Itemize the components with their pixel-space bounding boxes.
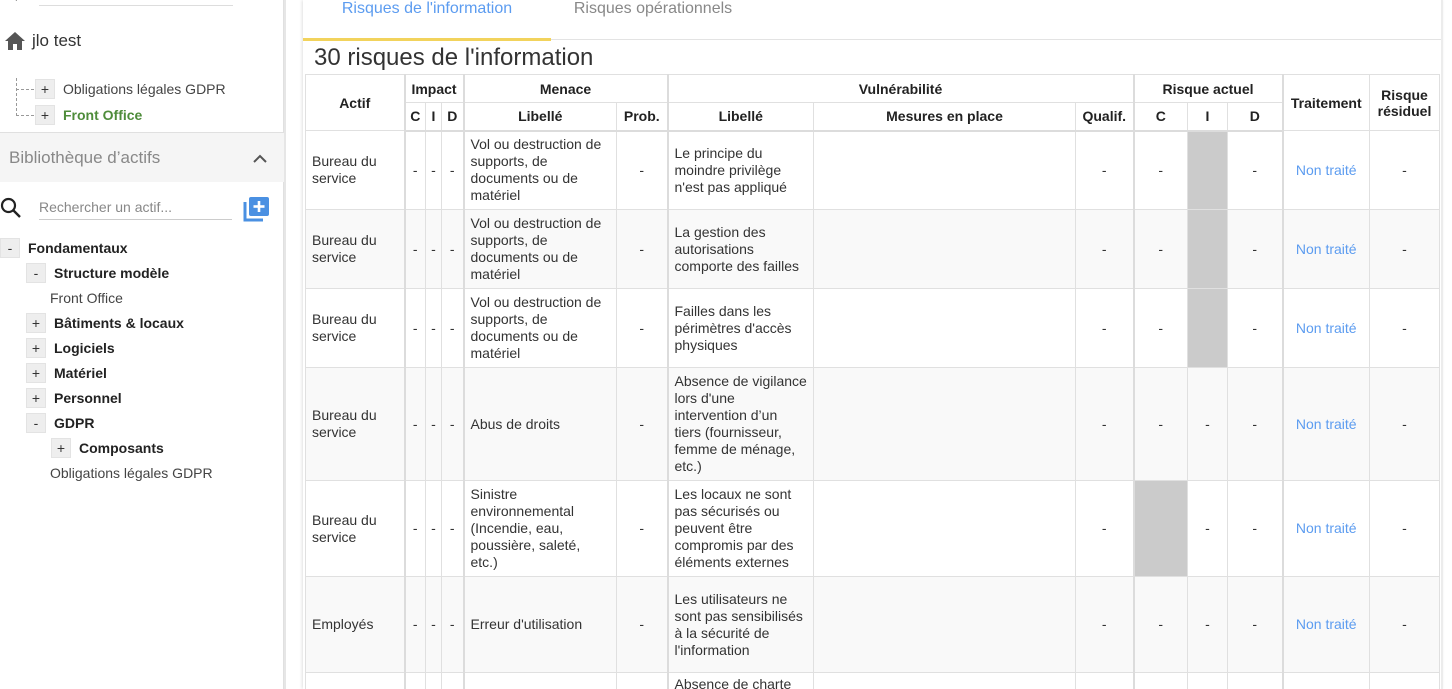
traitement-link[interactable]: Non traité [1295,415,1357,432]
cell-risque-i [1188,289,1228,368]
col-risque-i[interactable]: I [1188,103,1228,131]
sidebar [0,0,284,689]
cell-impact-i: - [426,131,442,210]
cell-risque-c: - [1134,577,1188,673]
cell-risque-c [1134,481,1188,577]
cell-vuln: Failles dans les périmètres d'accès physiques [668,289,814,368]
cell-actif: Bureau du service [306,289,405,368]
library-tree-leaf[interactable] [0,460,284,485]
cell-impact-d [442,673,464,689]
cell-vuln: Les locaux ne sont pas sécurisés ou peuvent être compromis par des éléments externes [668,481,814,577]
table-row[interactable] [306,289,1440,368]
search-icon [2,0,18,4]
cell-actif: Bureau du service [306,210,405,289]
library-tree-node[interactable] [0,235,284,260]
cell-risque-i: - [1188,368,1228,481]
library-tree-node[interactable] [0,360,284,385]
library-tree-label[interactable]: Fondamentaux [28,239,128,256]
cell-menace: Erreur d'utilisation [464,577,617,673]
cell-mesures [814,368,1076,481]
cell-impact-d: - [442,481,464,577]
cell-qualif: - [1076,577,1134,673]
expand-toggle[interactable]: + [26,388,46,408]
main-panel [303,0,1443,689]
cell-risque-d: - [1228,131,1283,210]
cell-risque-c [1134,673,1188,689]
project-tree-label[interactable]: Obligations légales GDPR [63,81,226,97]
library-tree-label[interactable]: Structure modèle [54,264,170,281]
col-impact-d[interactable]: D [442,103,464,131]
cell-impact-c: - [405,289,426,368]
library-tree-label[interactable]: Matériel [54,364,107,381]
library-tree-label[interactable]: Personnel [54,389,122,406]
cell-mesures [814,131,1076,210]
cell-traitement [1283,131,1370,210]
expand-toggle[interactable]: + [35,105,55,125]
cell-impact-c: - [405,368,426,481]
cell-impact-d: - [442,289,464,368]
traitement-link[interactable]: Non traité [1295,319,1357,336]
cell-vuln: Absence de charte [668,673,814,689]
col-vuln-libelle[interactable]: Libellé [668,103,814,131]
cell-risque-c: - [1134,210,1188,289]
traitement-link[interactable]: Non traité [1295,240,1357,257]
cell-traitement [1283,210,1370,289]
cell-risque-c: - [1134,289,1188,368]
library-tree-label[interactable]: GDPR [54,414,95,431]
tab-risques-operationnels[interactable] [551,0,755,40]
cell-qualif: - [1076,481,1134,577]
cell-impact-c: - [405,131,426,210]
cell-residuel: - [1370,577,1440,673]
header-row-columns [306,103,1440,131]
col-risque-c[interactable]: C [1134,103,1188,131]
header-row-groups [306,75,1440,103]
col-menace-prob[interactable]: Prob. [617,103,668,131]
cell-actif: Bureau du service [306,481,405,577]
cell-impact-i: - [426,368,442,481]
cell-qualif: - [1076,289,1134,368]
cell-impact-c [405,673,426,689]
collapse-toggle[interactable]: - [0,238,20,258]
project-name: jlo test [32,31,82,50]
cell-residuel: - [1370,131,1440,210]
risk-table-container [305,74,1440,689]
cell-residuel: - [1370,210,1440,289]
cell-qualif [1076,673,1134,689]
sidebar-divider[interactable] [284,0,286,689]
search-icon [0,197,22,219]
library-header[interactable] [0,132,284,182]
cell-traitement [1283,368,1370,481]
project-tree-node-active[interactable] [16,102,276,128]
cell-mesures [814,289,1076,368]
col-actif[interactable]: Actif [306,75,405,131]
cell-menace: Vol ou destruction de supports, de documents ou de matériel [464,210,617,289]
chevron-up-icon[interactable] [252,153,268,163]
cell-traitement [1283,289,1370,368]
tab-risques-information[interactable] [303,0,551,40]
cell-traitement [1283,481,1370,577]
cell-actif [306,673,405,689]
cell-menace: Sinistre environnemental (Incendie, eau, poussière, saleté, etc.) [464,481,617,577]
expand-toggle[interactable]: + [26,338,46,358]
cell-risque-i: - [1188,577,1228,673]
library-tree-node[interactable] [0,335,284,360]
col-vuln-qualif[interactable]: Qualif. [1076,103,1134,131]
cell-risque-d: - [1228,368,1283,481]
cell-menace: Vol ou destruction de supports, de documents ou de matériel [464,289,617,368]
cell-risque-d [1228,673,1283,689]
traitement-link[interactable]: Non traité [1295,161,1357,178]
cell-impact-c: - [405,210,426,289]
cell-qualif: - [1076,368,1134,481]
library-tree-label[interactable]: Obligations légales GDPR [50,464,213,481]
cell-actif: Bureau du service [306,368,405,481]
cell-impact-d: - [442,210,464,289]
collapse-toggle[interactable]: - [26,263,46,283]
cell-impact-d: - [442,131,464,210]
col-impact-c[interactable]: C [405,103,426,131]
cell-residuel: - [1370,481,1440,577]
cell-impact-i [426,673,442,689]
col-traitement[interactable]: Traitement [1283,75,1370,131]
cell-mesures [814,577,1076,673]
table-row[interactable] [306,481,1440,577]
cell-traitement [1283,577,1370,673]
cell-menace: Abus de droits [464,368,617,481]
cell-impact-i: - [426,481,442,577]
project-tree-node[interactable] [16,76,276,102]
library-tree-node[interactable] [0,310,284,335]
library-tree-leaf[interactable] [0,285,284,310]
cell-residuel: - [1370,289,1440,368]
cell-risque-c: - [1134,131,1188,210]
cell-impact-d: - [442,577,464,673]
cell-vuln: Absence de vigilance lors d'une intervention d’un tiers (fournisseur, femme de ménage, etc.) [668,368,814,481]
col-impact-i[interactable]: I [426,103,442,131]
cell-menace: Vol ou destruction de supports, de documents ou de matériel [464,131,617,210]
cell-risque-d: - [1228,289,1283,368]
collapse-toggle[interactable]: - [26,413,46,433]
cell-risque-d: - [1228,481,1283,577]
col-risque-d[interactable]: D [1228,103,1283,131]
cell-risque-i: - [1188,481,1228,577]
cell-vuln: Les utilisateurs ne sont pas sensibilisés à la sécurité de l'information [668,577,814,673]
library-tree [0,235,284,485]
cell-mesures [814,673,1076,689]
expand-toggle[interactable]: + [26,313,46,333]
cell-residuel: - [1370,368,1440,481]
cell-qualif: - [1076,131,1134,210]
cell-qualif: - [1076,210,1134,289]
traitement-link[interactable]: Non traité [1295,616,1357,632]
project-search-underline [39,5,233,6]
table-row[interactable] [306,577,1440,673]
home-icon [4,31,26,51]
cell-impact-c: - [405,481,426,577]
tab-label: Risques de l'information [341,0,513,17]
table-row[interactable] [306,368,1440,481]
add-asset-icon[interactable] [243,196,270,222]
library-tree-node[interactable] [0,410,284,435]
table-row[interactable] [306,131,1440,210]
library-tree-label[interactable]: Bâtiments & locaux [54,314,184,331]
table-row[interactable] [306,210,1440,289]
cell-prob: - [617,577,668,673]
col-risque-residuel[interactable]: Risque résiduel [1370,75,1440,131]
expand-toggle[interactable]: + [35,79,55,99]
cell-menace [464,673,617,689]
cell-risque-i [1188,673,1228,689]
project-header[interactable] [4,30,81,52]
cell-impact-d: - [442,368,464,481]
cell-risque-i [1188,210,1228,289]
cell-prob: - [617,368,668,481]
cell-prob: - [617,481,668,577]
tab-label: Risques opérationnels [573,0,733,17]
library-tree-label[interactable]: Front Office [50,289,123,306]
project-tree-label[interactable]: Front Office [63,107,143,123]
cell-risque-c: - [1134,368,1188,481]
library-tree-label[interactable]: Composants [79,439,164,456]
cell-prob: - [617,289,668,368]
expand-toggle[interactable]: + [51,438,71,458]
library-tree-node[interactable] [0,385,284,410]
page-title: 30 risques de l'information [314,44,594,71]
cell-traitement [1283,673,1370,689]
library-title: Bibliothèque d’actifs [9,147,161,167]
cell-prob [617,673,668,689]
cell-prob: - [617,131,668,210]
tab-bar [303,0,1443,40]
cell-residuel [1370,673,1440,689]
cell-actif: Bureau du service [306,131,405,210]
library-tree-node[interactable] [0,260,284,285]
col-group-risque-actuel: Risque actuel [1134,75,1283,103]
cell-mesures [814,210,1076,289]
col-vuln-mesures[interactable]: Mesures en place [814,103,1076,131]
cell-impact-i: - [426,210,442,289]
scroll-edge[interactable] [1441,0,1443,689]
col-group-impact: Impact [405,75,464,103]
expand-toggle[interactable]: + [26,363,46,383]
project-tree [16,76,276,128]
tree-branch [16,89,34,90]
cell-vuln: La gestion des autorisations comporte des failles [668,210,814,289]
cell-actif: Employés [306,577,405,673]
cell-risque-d: - [1228,577,1283,673]
cell-risque-d: - [1228,210,1283,289]
cell-risque-i [1188,131,1228,210]
risk-table-body [306,131,1440,689]
col-group-vulnerabilite: Vulnérabilité [668,75,1134,103]
library-tree-node[interactable] [0,435,284,460]
cell-impact-i: - [426,577,442,673]
library-tree-label[interactable]: Logiciels [54,339,115,356]
cell-impact-i: - [426,289,442,368]
cell-vuln: Le principe du moindre privilège n'est pas appliqué [668,131,814,210]
col-group-menace: Menace [464,75,668,103]
cell-mesures [814,481,1076,577]
risk-table [305,74,1440,689]
cell-impact-c: - [405,577,426,673]
project-search[interactable] [0,0,240,6]
tree-branch [16,115,34,116]
cell-prob: - [617,210,668,289]
table-row[interactable] [306,673,1440,689]
traitement-link[interactable]: Non traité [1295,520,1357,536]
library-search [0,192,284,226]
col-menace-libelle[interactable]: Libellé [464,103,617,131]
library-search-input[interactable] [39,194,232,220]
